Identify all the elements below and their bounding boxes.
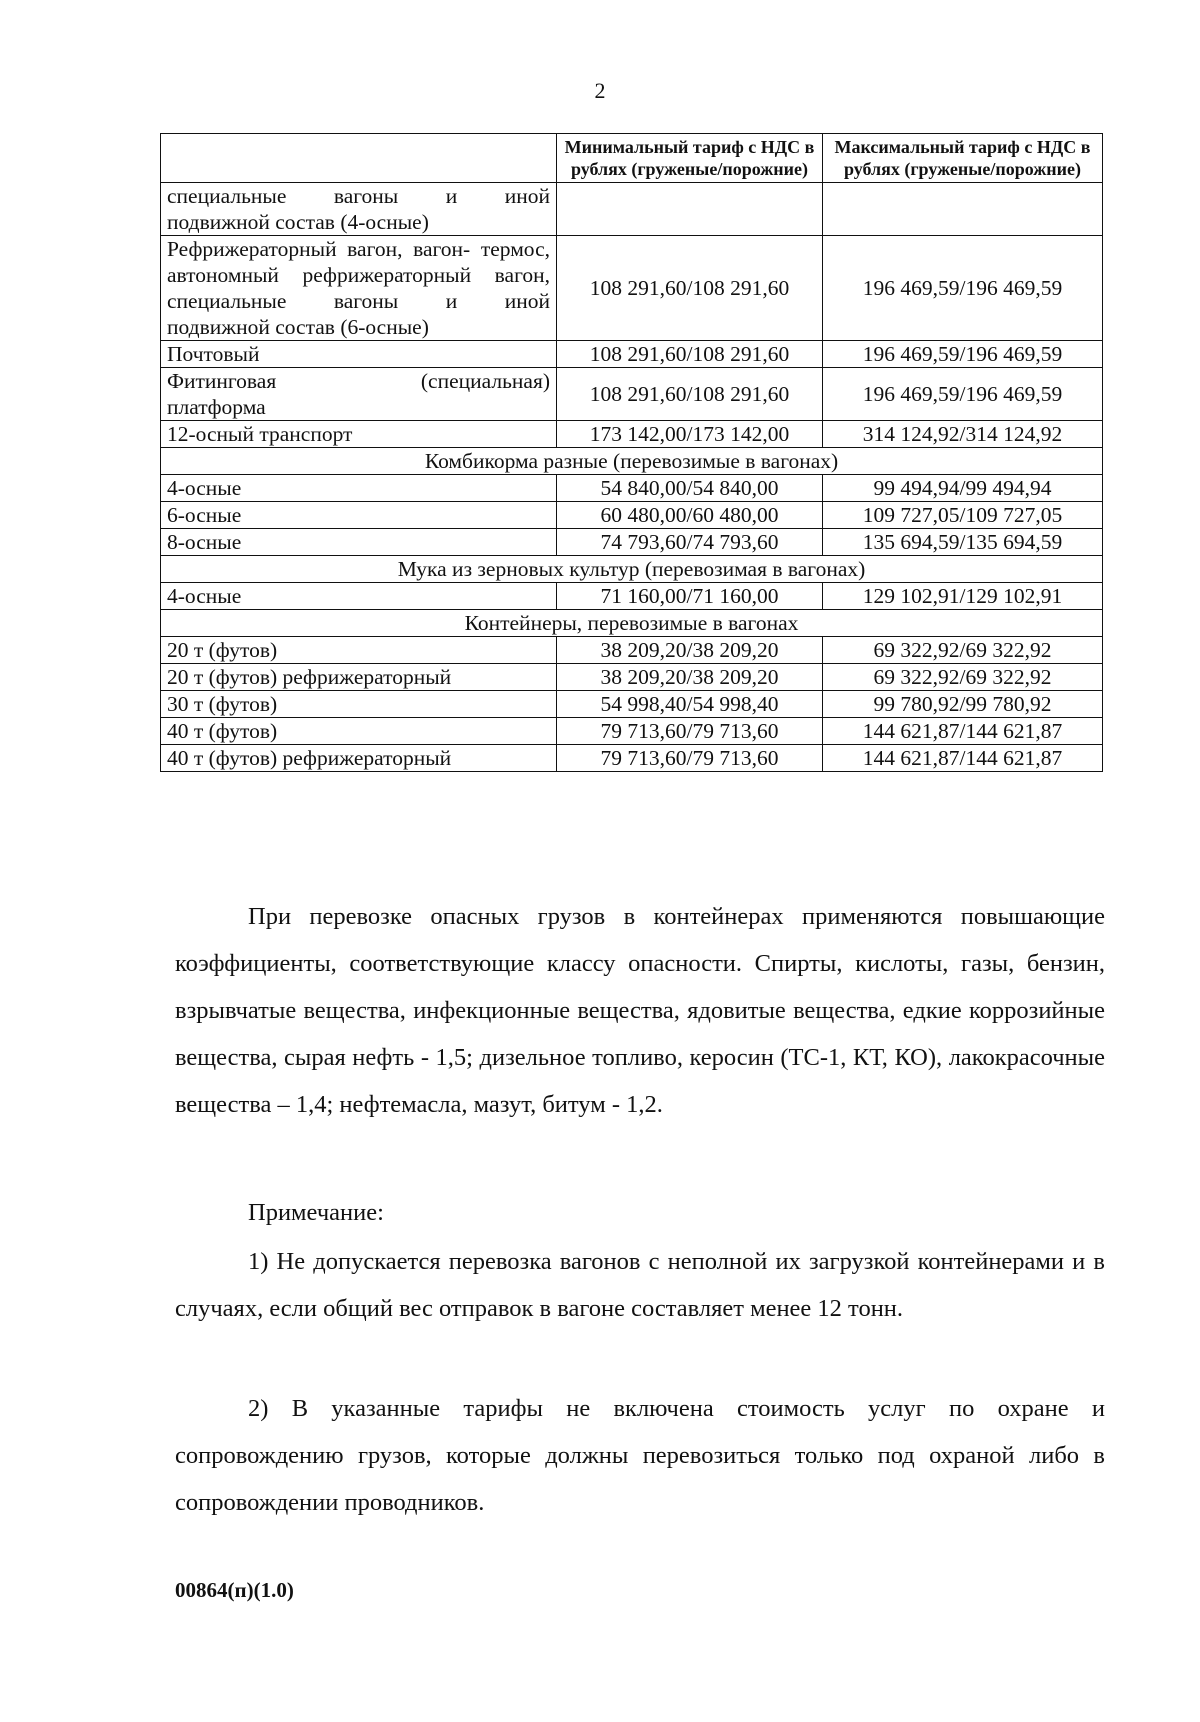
header-name xyxy=(161,134,557,183)
row-max-tariff: 129 102,91/129 102,91 xyxy=(823,583,1103,610)
row-min-tariff: 38 209,20/38 209,20 xyxy=(557,664,823,691)
row-min-tariff xyxy=(557,183,823,236)
row-name-line: специальные вагоны и иной xyxy=(167,184,550,208)
table-row xyxy=(161,637,1103,664)
row-name: 20 т (футов) рефрижераторный xyxy=(161,664,557,691)
row-name xyxy=(161,368,557,421)
row-name: 40 т (футов) xyxy=(161,718,557,745)
tariff-table xyxy=(160,133,1103,772)
row-max-tariff: 196 469,59/196 469,59 xyxy=(823,341,1103,368)
row-max-tariff: 144 621,87/144 621,87 xyxy=(823,718,1103,745)
row-max-tariff: 314 124,92/314 124,92 xyxy=(823,421,1103,448)
note-1: 1) Не допускается перевозка вагонов с неполной их загрузкой контейнерами и в случаях, если общий вес отправок в вагоне составляет менее 12 тонн. xyxy=(175,1248,1105,1322)
row-min-tariff: 79 713,60/79 713,60 xyxy=(557,745,823,772)
row-name-line: Фитинговая (специальная) xyxy=(167,369,550,393)
table-row xyxy=(161,368,1103,421)
row-name-line: Рефрижераторный вагон, вагон- xyxy=(167,237,471,261)
row-name-line: Почтовый xyxy=(167,342,260,366)
row-min-tariff: 74 793,60/74 793,60 xyxy=(557,529,823,556)
row-min-tariff: 71 160,00/71 160,00 xyxy=(557,583,823,610)
row-name: 30 т (футов) xyxy=(161,691,557,718)
row-max-tariff: 99 780,92/99 780,92 xyxy=(823,691,1103,718)
row-min-tariff: 79 713,60/79 713,60 xyxy=(557,718,823,745)
row-name-line: специальные вагоны и иной xyxy=(167,289,550,313)
row-min-tariff: 54 840,00/54 840,00 xyxy=(557,475,823,502)
row-max-tariff: 69 322,92/69 322,92 xyxy=(823,637,1103,664)
table-row xyxy=(161,183,1103,236)
hazard-paragraph-block xyxy=(175,893,1105,1128)
header-max-tariff: Максимальный тариф с НДС в рублях (груженые/порожние) xyxy=(823,134,1103,183)
row-name: 4-осные xyxy=(161,475,557,502)
table-row xyxy=(161,691,1103,718)
row-max-tariff xyxy=(823,183,1103,236)
table-row xyxy=(161,583,1103,610)
row-min-tariff: 108 291,60/108 291,60 xyxy=(557,236,823,341)
document-code: 00864(п)(1.0) xyxy=(175,1578,294,1602)
row-name: 40 т (футов) рефрижераторный xyxy=(161,745,557,772)
table-row xyxy=(161,341,1103,368)
table-row xyxy=(161,421,1103,448)
section-row xyxy=(161,448,1103,475)
row-max-tariff: 196 469,59/196 469,59 xyxy=(823,236,1103,341)
note-2-block xyxy=(175,1385,1105,1526)
row-name-line: подвижной состав (4-осные) xyxy=(167,210,429,234)
row-max-tariff: 135 694,59/135 694,59 xyxy=(823,529,1103,556)
row-max-tariff: 109 727,05/109 727,05 xyxy=(823,502,1103,529)
row-max-tariff: 99 494,94/99 494,94 xyxy=(823,475,1103,502)
note-1-block xyxy=(175,1238,1105,1332)
row-name-line: термос, автономный xyxy=(167,237,550,287)
row-name: 6-осные xyxy=(161,502,557,529)
row-name-line: рефрижераторный вагон, xyxy=(302,263,550,287)
row-name xyxy=(161,183,557,236)
row-name: 20 т (футов) xyxy=(161,637,557,664)
header-min-tariff: Минимальный тариф с НДС в рублях (груженые/порожние) xyxy=(557,134,823,183)
row-min-tariff: 54 998,40/54 998,40 xyxy=(557,691,823,718)
section-row xyxy=(161,610,1103,637)
note-2: 2) В указанные тарифы не включена стоимость услуг по охране и сопровождению грузов, которые должны перевозиться только под охраной либо в сопровождении проводников. xyxy=(175,1395,1105,1516)
table-row xyxy=(161,236,1103,341)
table-row xyxy=(161,745,1103,772)
note-heading: Примечание: xyxy=(248,1199,384,1226)
section-title: Мука из зерновых культур (перевозимая в вагонах) xyxy=(161,556,1103,583)
row-max-tariff: 69 322,92/69 322,92 xyxy=(823,664,1103,691)
section-title: Комбикорма разные (перевозимые в вагонах) xyxy=(161,448,1103,475)
section-row xyxy=(161,556,1103,583)
row-name: 4-осные xyxy=(161,583,557,610)
table-row xyxy=(161,502,1103,529)
row-max-tariff: 196 469,59/196 469,59 xyxy=(823,368,1103,421)
table-row xyxy=(161,664,1103,691)
row-name xyxy=(161,421,557,448)
row-name: 8-осные xyxy=(161,529,557,556)
table-header-row xyxy=(161,134,1103,183)
hazard-paragraph: При перевозке опасных грузов в контейнерах применяются повышающие коэффициенты, соответствующие классу опасности. Спирты, кислоты, газы, бензин, взрывчатые вещества, инфекционные вещества, ядовитые вещества, едкие коррозийные вещества, сырая нефть - 1,5; дизельное топливо, керосин (ТС-1, КТ, КО), лакокрасочные вещества – 1,4; нефтемасла, мазут, битум - 1,2. xyxy=(175,903,1105,1118)
row-min-tariff: 173 142,00/173 142,00 xyxy=(557,421,823,448)
table-row xyxy=(161,718,1103,745)
row-min-tariff: 38 209,20/38 209,20 xyxy=(557,637,823,664)
row-min-tariff: 108 291,60/108 291,60 xyxy=(557,368,823,421)
row-min-tariff: 60 480,00/60 480,00 xyxy=(557,502,823,529)
section-title: Контейнеры, перевозимые в вагонах xyxy=(161,610,1103,637)
row-name xyxy=(161,236,557,341)
note-heading-block xyxy=(175,1189,1105,1236)
row-min-tariff: 108 291,60/108 291,60 xyxy=(557,341,823,368)
table-row xyxy=(161,529,1103,556)
row-max-tariff: 144 621,87/144 621,87 xyxy=(823,745,1103,772)
row-name-line: подвижной состав (6-осные) xyxy=(167,315,429,339)
row-name-line: 12-осный транспорт xyxy=(167,422,353,446)
page-number: 2 xyxy=(594,78,606,103)
table-row xyxy=(161,475,1103,502)
row-name-line: платформа xyxy=(167,395,266,419)
row-name xyxy=(161,341,557,368)
